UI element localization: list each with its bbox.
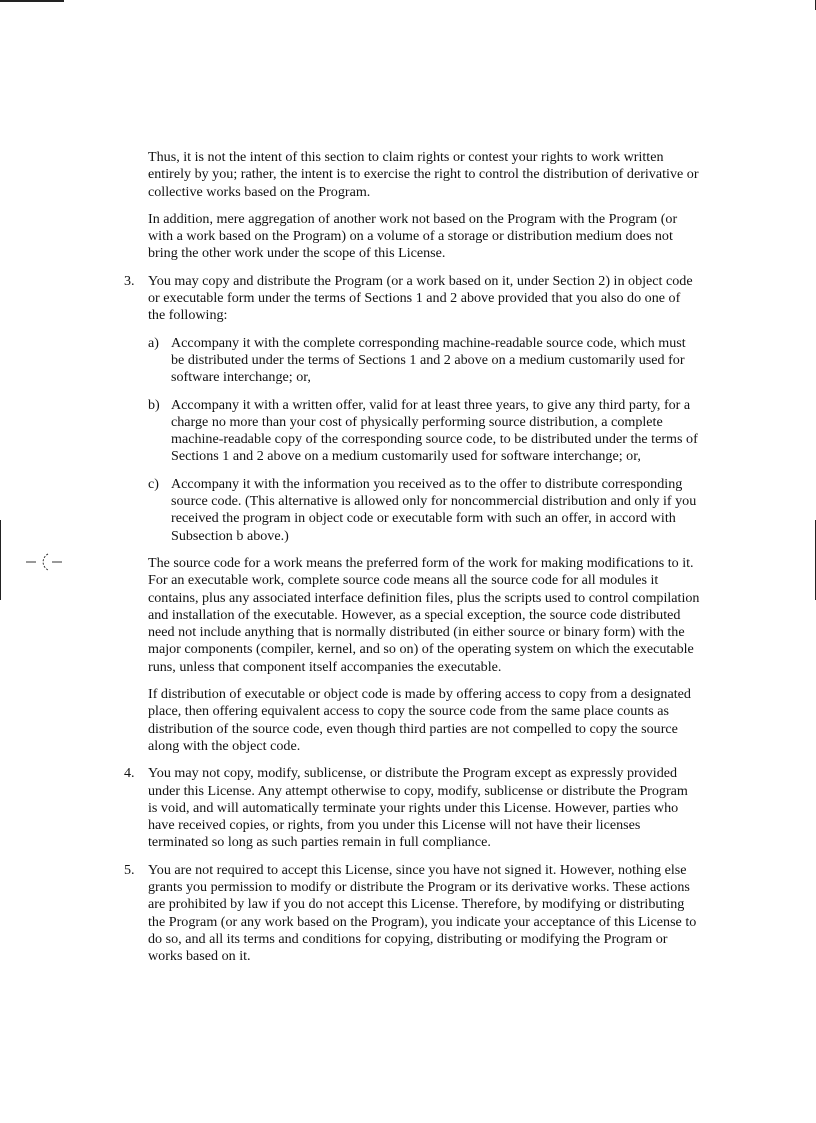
item-c-letter: c) (148, 475, 159, 492)
section-3-item-c (148, 475, 700, 545)
section-5 (124, 861, 700, 966)
item-b-letter: b) (148, 396, 160, 413)
section-3-text: You may copy and distribute the Program (or a work based on it, under Section 2) in object code or executable form under the terms of Sections 1 and 2 above provided that you also do one of the following: (148, 272, 693, 324)
crop-mark-left (0, 520, 1, 600)
section-4 (124, 765, 700, 851)
item-c-text: Accompany it with the information you received as to the offer to distribute corresponding source code. (This alternative is allowed only for noncommercial distribution and only if you received the program in object code or executable form with such an offer, in accord with Subsection b above.) (171, 475, 697, 544)
paragraph-intro-2: In addition, mere aggregation of another work not based on the Program with the Program (or with a work based on the Program) on a volume of a storage or distribution medium does not bring the other work under the scope of this License. (148, 210, 678, 262)
section-3 (124, 272, 700, 755)
section-4-number: 4. (124, 765, 135, 782)
item-b-text: Accompany it with a written offer, valid for at least three years, to give any third party, for a charge no more than your cost of physically performing source distribution, a complete machine-readable copy of the corresponding source code, to be distributed under the terms of Sections 1 and 2 above on a medium customarily used for software interchange; or, (171, 396, 698, 465)
item-a-letter: a) (148, 334, 159, 351)
registration-mark-icon (22, 548, 66, 576)
item-a-text: Accompany it with the complete corresponding machine-readable source code, which must be distributed under the terms of Sections 1 and 2 above on a medium customarily used for software interchange; or, (171, 334, 686, 386)
section-3-paragraph-source-code: The source code for a work means the preferred form of the work for making modifications to it. For an executable work, complete source code means all the source code for all modules it contains, plus any associated interface definition files, plus the scripts used to control compilation and installation of the executable. However, as a special exception, the source code distributed need not include anything that is normally distributed (in either source or binary form) with the major components (compiler, kernel, and so on) of the operating system on which the executable runs, unless that component itself accompanies the executable. (148, 554, 700, 675)
section-5-number: 5. (124, 861, 135, 878)
document-body (124, 149, 700, 975)
section-3-number: 3. (124, 272, 135, 289)
paragraph-intro-1: Thus, it is not the intent of this section to claim rights or contest your rights to work written entirely by you; rather, the intent is to exercise the right to control the distribution of derivative or collective works based on the Program. (148, 149, 699, 200)
section-3-paragraph-distribution: If distribution of executable or object code is made by offering access to copy from a designated place, then offering equivalent access to copy the source code from the same place counts as distribution of the source code, even though third parties are not compelled to copy the source along with the object code. (148, 686, 691, 754)
section-5-text: You are not required to accept this License, since you have not signed it. However, nothing else grants you permission to modify or distribute the Program or its derivative works. These actions are prohibited by law if you do not accept this License. Therefore, by modifying or distributing the Program (or any work based on the Program), you indicate your acceptance of this License to do so, and all its terms and conditions for copying, distributing or modifying the Program or works based on it. (148, 861, 697, 965)
section-4-text: You may not copy, modify, sublicense, or distribute the Program except as expressly provided under this License. Any attempt otherwise to copy, modify, sublicense or distribute the Program is void, and will automatically terminate your rights under this License. However, parties who have received copies, or rights, from you under this License will not have their licenses terminated so long as such parties remain in full compliance. (148, 765, 688, 851)
section-3-item-b (148, 396, 700, 466)
crop-mark-top (0, 0, 64, 2)
section-3-item-a (148, 334, 700, 387)
